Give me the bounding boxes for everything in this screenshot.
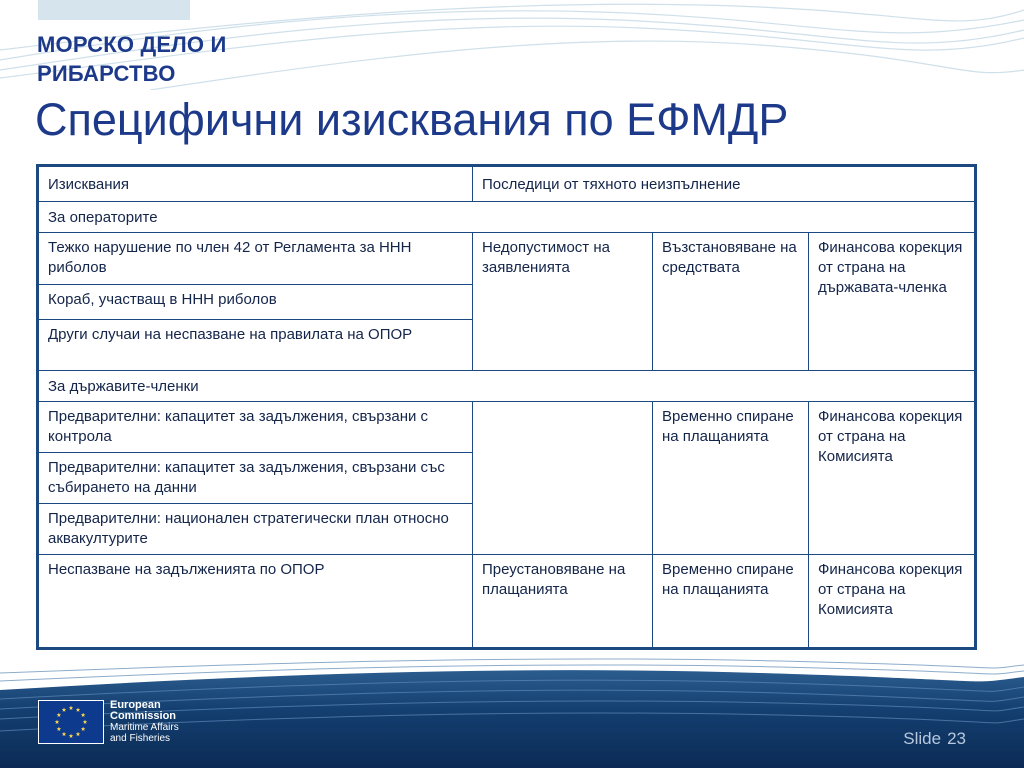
org-title-line1: МОРСКО ДЕЛО И (37, 32, 227, 57)
slide-label: Slide (903, 729, 942, 748)
consequence-cell: Временно спиране на плащанията (653, 402, 809, 555)
requirement-cell: Неспазване на задълженията по ОПОР (38, 555, 473, 649)
section-row-states (38, 371, 976, 402)
table-row (38, 233, 976, 285)
consequence-cell (473, 402, 653, 555)
requirement-cell: Предварителни: капацитет за задължения, свързани с контрола (38, 402, 473, 453)
consequence-cell: Недопустимост на заявленията (473, 233, 653, 371)
consequence-cell: Финансова корекция от страна на държавата-членка (809, 233, 976, 371)
requirement-cell: Предварителни: капацитет за задължения, свързани със събирането на данни (38, 453, 473, 504)
consequence-cell: Възстановяване на средствата (653, 233, 809, 371)
eu-line4: and Fisheries (110, 733, 171, 744)
top-tab-decoration (38, 0, 190, 20)
eu-commission-label (110, 700, 179, 744)
consequence-cell: Преустановяване на плащанията (473, 555, 653, 649)
requirement-cell: Други случаи на неспазване на правилата на ОПОР (38, 320, 473, 371)
requirement-cell: Предварителни: национален стратегически план относно аквакултурите (38, 504, 473, 555)
section-row-operators (38, 202, 976, 233)
org-title-line2: РИБАРСТВО (37, 61, 176, 86)
consequence-cell: Финансова корекция от страна на Комисията (809, 555, 976, 649)
requirements-table (36, 164, 977, 650)
table-header-row (38, 166, 976, 202)
org-title (37, 30, 227, 88)
eu-line2: Commission (110, 710, 177, 722)
eu-line1: European (110, 699, 161, 711)
consequence-cell: Финансова корекция от страна на Комисията (809, 402, 976, 555)
header-consequences: Последици от тяхното неизпълнение (473, 166, 976, 202)
page-title: Специфични изисквания по ЕФМДР (35, 94, 789, 145)
header-requirements: Изисквания (38, 166, 473, 202)
slide-number-value: 23 (947, 729, 966, 748)
requirement-cell: Кораб, участващ в ННН риболов (38, 285, 473, 320)
table-row (38, 555, 976, 649)
eu-flag-icon (38, 700, 104, 744)
section-states: За държавите-членки (38, 371, 976, 402)
table-row (38, 402, 976, 453)
requirement-cell: Тежко нарушение по член 42 от Регламента за ННН риболов (38, 233, 473, 285)
section-operators: За операторите (38, 202, 976, 233)
consequence-cell: Временно спиране на плащанията (653, 555, 809, 649)
eu-line3: Maritime Affairs (110, 722, 179, 733)
slide-number (903, 729, 966, 749)
